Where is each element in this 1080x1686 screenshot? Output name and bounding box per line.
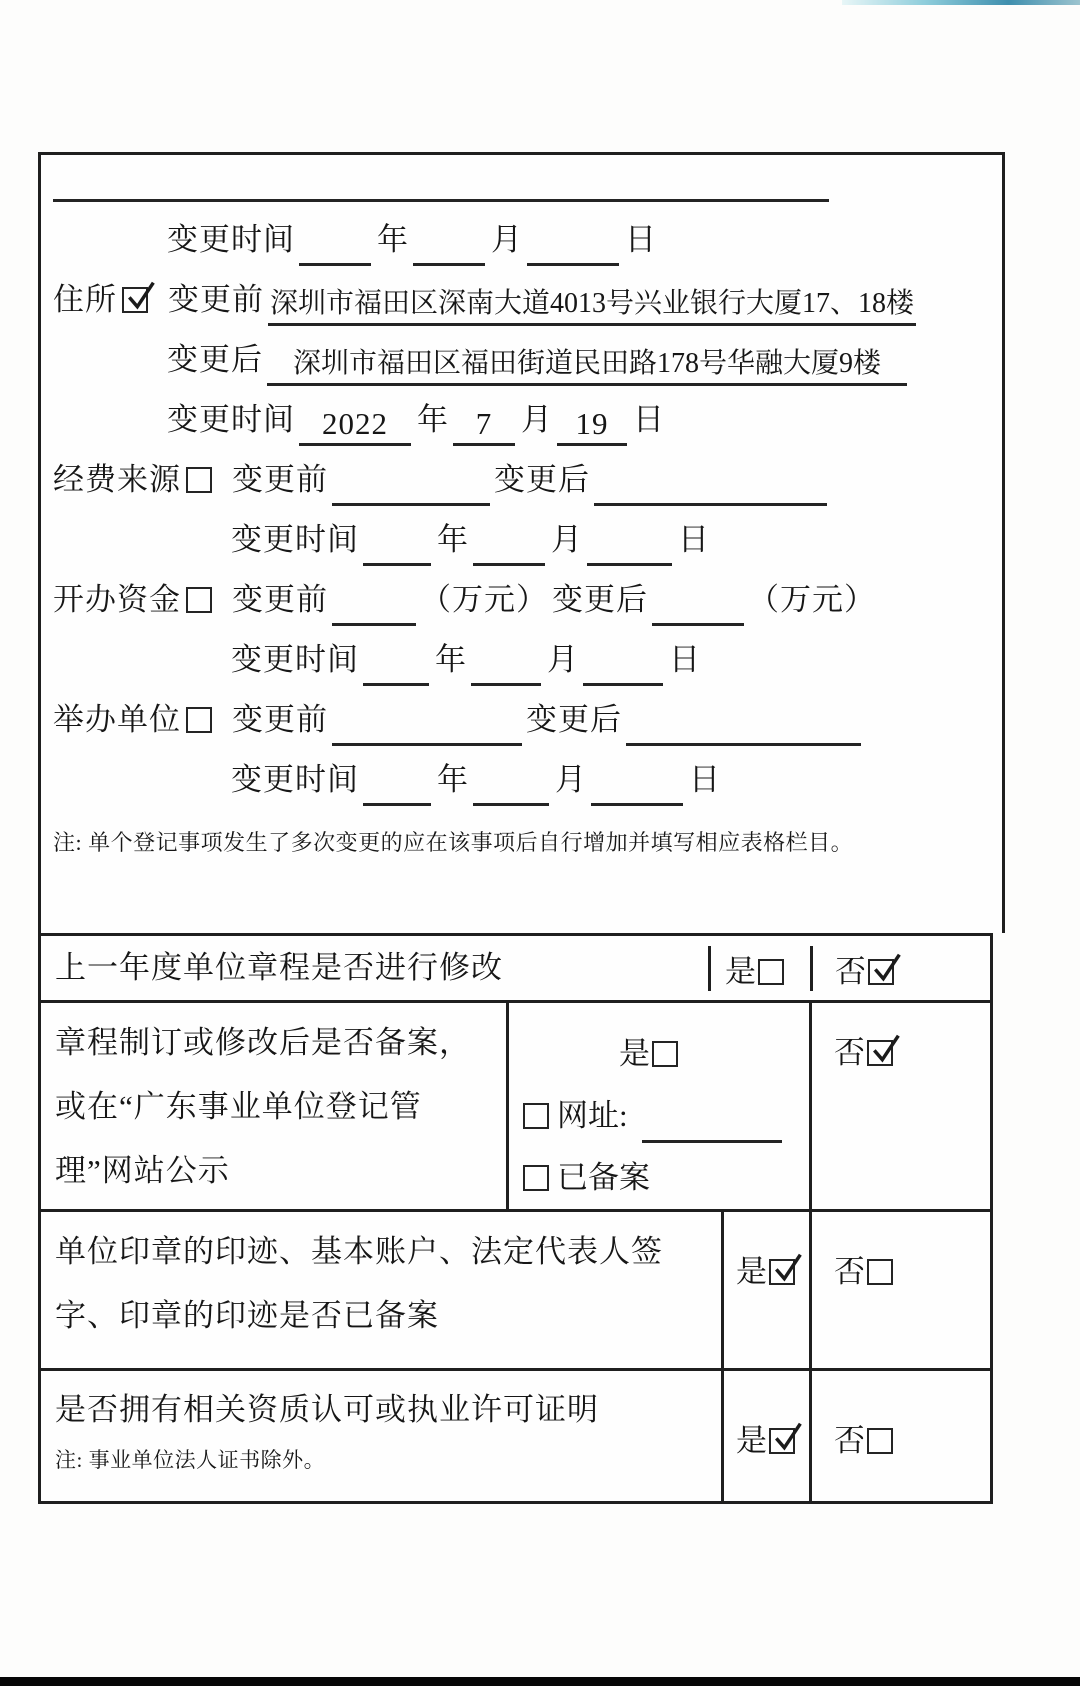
yes-cell [708,946,810,991]
change-time-label: 变更时间 [231,522,359,557]
table-row-charter-filed [41,1000,990,1209]
filing-options-cell [506,1003,809,1209]
sponsor-year-field[interactable] [363,761,431,806]
year-label: 年 [435,642,467,677]
sponsor-before-field[interactable] [332,701,522,746]
question-note: 注: 事业单位法人证书除外。 [55,1448,326,1472]
check-icon [124,279,156,313]
annual-inspection-table [38,933,993,1504]
scan-edge-bottom-bar [0,1677,1080,1686]
sponsor-checkbox[interactable] [186,707,212,733]
year-label: 年 [437,762,469,797]
sponsor-month-field[interactable] [473,761,549,806]
website-field[interactable] [642,1098,782,1143]
row4-yes-checkbox[interactable] [769,1428,795,1454]
funding-day-field[interactable] [587,521,672,566]
address-year-field[interactable]: 2022 [299,401,411,446]
yes-cell [721,1212,809,1368]
table-row-qualification-license [41,1368,990,1501]
yes-label: 是 [619,1036,650,1071]
capital-before-field[interactable] [332,581,416,626]
after-label: 变更后 [552,582,648,617]
month-label: 月 [521,402,553,437]
yes-label: 是 [736,1423,767,1458]
address-time-line [167,390,1002,450]
unit-wanyuan-label: （万元） [748,582,876,617]
year-label: 年 [437,522,469,557]
filed-checkbox[interactable] [523,1165,549,1191]
row2-no-checkbox[interactable] [867,1040,893,1066]
capital-day-field[interactable] [583,641,663,686]
unit-wanyuan-label: （万元） [420,582,548,617]
no-cell [810,946,990,991]
funding-time-line [231,510,1002,570]
change-time-label: 变更时间 [167,222,295,257]
website-checkbox[interactable] [523,1103,549,1129]
funding-checkbox[interactable] [186,467,212,493]
filing-yes-line [523,1023,809,1085]
day-label: 日 [633,402,665,437]
capital-item-label: 开办资金 [53,582,181,617]
section-note: 注: 单个登记事项发生了多次变更的应在该事项后自行增加并填写相应表格栏目。 [53,830,854,855]
address-month-field[interactable]: 7 [453,401,515,446]
filed-line [523,1147,809,1209]
funding-item-label: 经费来源 [53,462,181,497]
sponsor-day-field[interactable] [591,761,683,806]
funding-month-field[interactable] [473,521,545,566]
before-label: 变更前 [232,582,328,617]
row1-no-checkbox[interactable] [868,959,894,985]
row3-no-checkbox[interactable] [867,1259,893,1285]
year-label: 年 [417,402,449,437]
question-text: 单位印章的印迹、基本账户、法定代表人签字、印章的印迹是否已备案 [55,1234,663,1333]
before-label: 变更前 [232,702,328,737]
capital-time-line [231,630,1002,690]
intro-year-field[interactable] [299,221,371,266]
address-item-label: 住所 [53,282,117,317]
address-before-field[interactable]: 深圳市福田区深南大道4013号兴业银行大厦17、18楼 [268,281,916,326]
after-label: 变更后 [526,702,622,737]
check-icon [771,1420,803,1454]
funding-before-line [53,450,1002,510]
year-label: 年 [377,222,409,257]
funding-before-field[interactable] [332,461,490,506]
capital-month-field[interactable] [471,641,541,686]
question-cell [41,1371,721,1501]
capital-year-field[interactable] [363,641,429,686]
yes-cell [721,1371,809,1501]
yes-label: 是 [725,953,756,989]
month-label: 月 [551,522,583,557]
before-label: 变更前 [232,462,328,497]
check-icon [870,951,902,985]
blank-fill-line[interactable] [53,199,829,202]
no-cell [809,1212,990,1368]
change-time-label: 变更时间 [231,762,359,797]
intro-change-time-line [167,210,1002,270]
capital-before-line [53,570,1002,630]
after-label: 变更后 [494,462,590,497]
no-cell [809,1003,990,1209]
day-label: 日 [678,522,710,557]
sponsor-after-field[interactable] [626,701,861,746]
no-label: 否 [834,1035,865,1070]
day-label: 日 [625,222,657,257]
question-text: 是否拥有相关资质认可或执业许可证明 [55,1392,599,1427]
address-after-field[interactable]: 深圳市福田区福田街道民田路178号华融大厦9楼 [267,341,907,386]
change-registration-section [38,152,1005,933]
funding-after-field[interactable] [594,461,827,506]
address-after-line [167,330,1002,390]
intro-month-field[interactable] [413,221,485,266]
table-row-seal-account-filed [41,1209,990,1368]
intro-day-field[interactable] [527,221,619,266]
filed-label: 已备案 [557,1160,650,1195]
day-label: 日 [689,762,721,797]
row1-yes-checkbox[interactable] [758,959,784,985]
website-label: 网址: [557,1098,628,1133]
no-label: 否 [834,1423,865,1458]
address-day-field[interactable]: 19 [557,401,627,446]
month-label: 月 [555,762,587,797]
question-text: 章程制订或修改后是否备案，或在“广东事业单位登记管理”网站公示 [55,1025,471,1188]
no-label: 否 [834,1254,865,1289]
scan-edge-color-strip [842,0,1080,5]
change-time-label: 变更时间 [167,402,295,437]
month-label: 月 [491,222,523,257]
table-row-charter-modified [41,936,990,1000]
row4-no-checkbox[interactable] [867,1428,893,1454]
sponsor-item-label: 举办单位 [53,702,181,737]
after-label: 变更后 [167,342,263,377]
check-icon [771,1251,803,1285]
yes-label: 是 [736,1254,767,1289]
no-label: 否 [835,953,866,989]
row3-yes-checkbox[interactable] [769,1259,795,1285]
capital-after-field[interactable] [652,581,744,626]
row2-yes-checkbox[interactable] [652,1041,678,1067]
before-label: 变更前 [168,282,264,317]
month-label: 月 [547,642,579,677]
funding-year-field[interactable] [363,521,431,566]
check-icon [869,1032,901,1066]
capital-checkbox[interactable] [186,587,212,613]
question-text: 上一年度单位章程是否进行修改 [55,950,503,985]
change-time-label: 变更时间 [231,642,359,677]
sponsor-before-line [53,690,1002,750]
sponsor-time-line [231,750,1002,810]
address-before-line [53,270,1002,330]
address-checkbox[interactable] [122,287,148,313]
website-line [523,1085,809,1147]
no-cell [809,1371,990,1501]
day-label: 日 [669,642,701,677]
